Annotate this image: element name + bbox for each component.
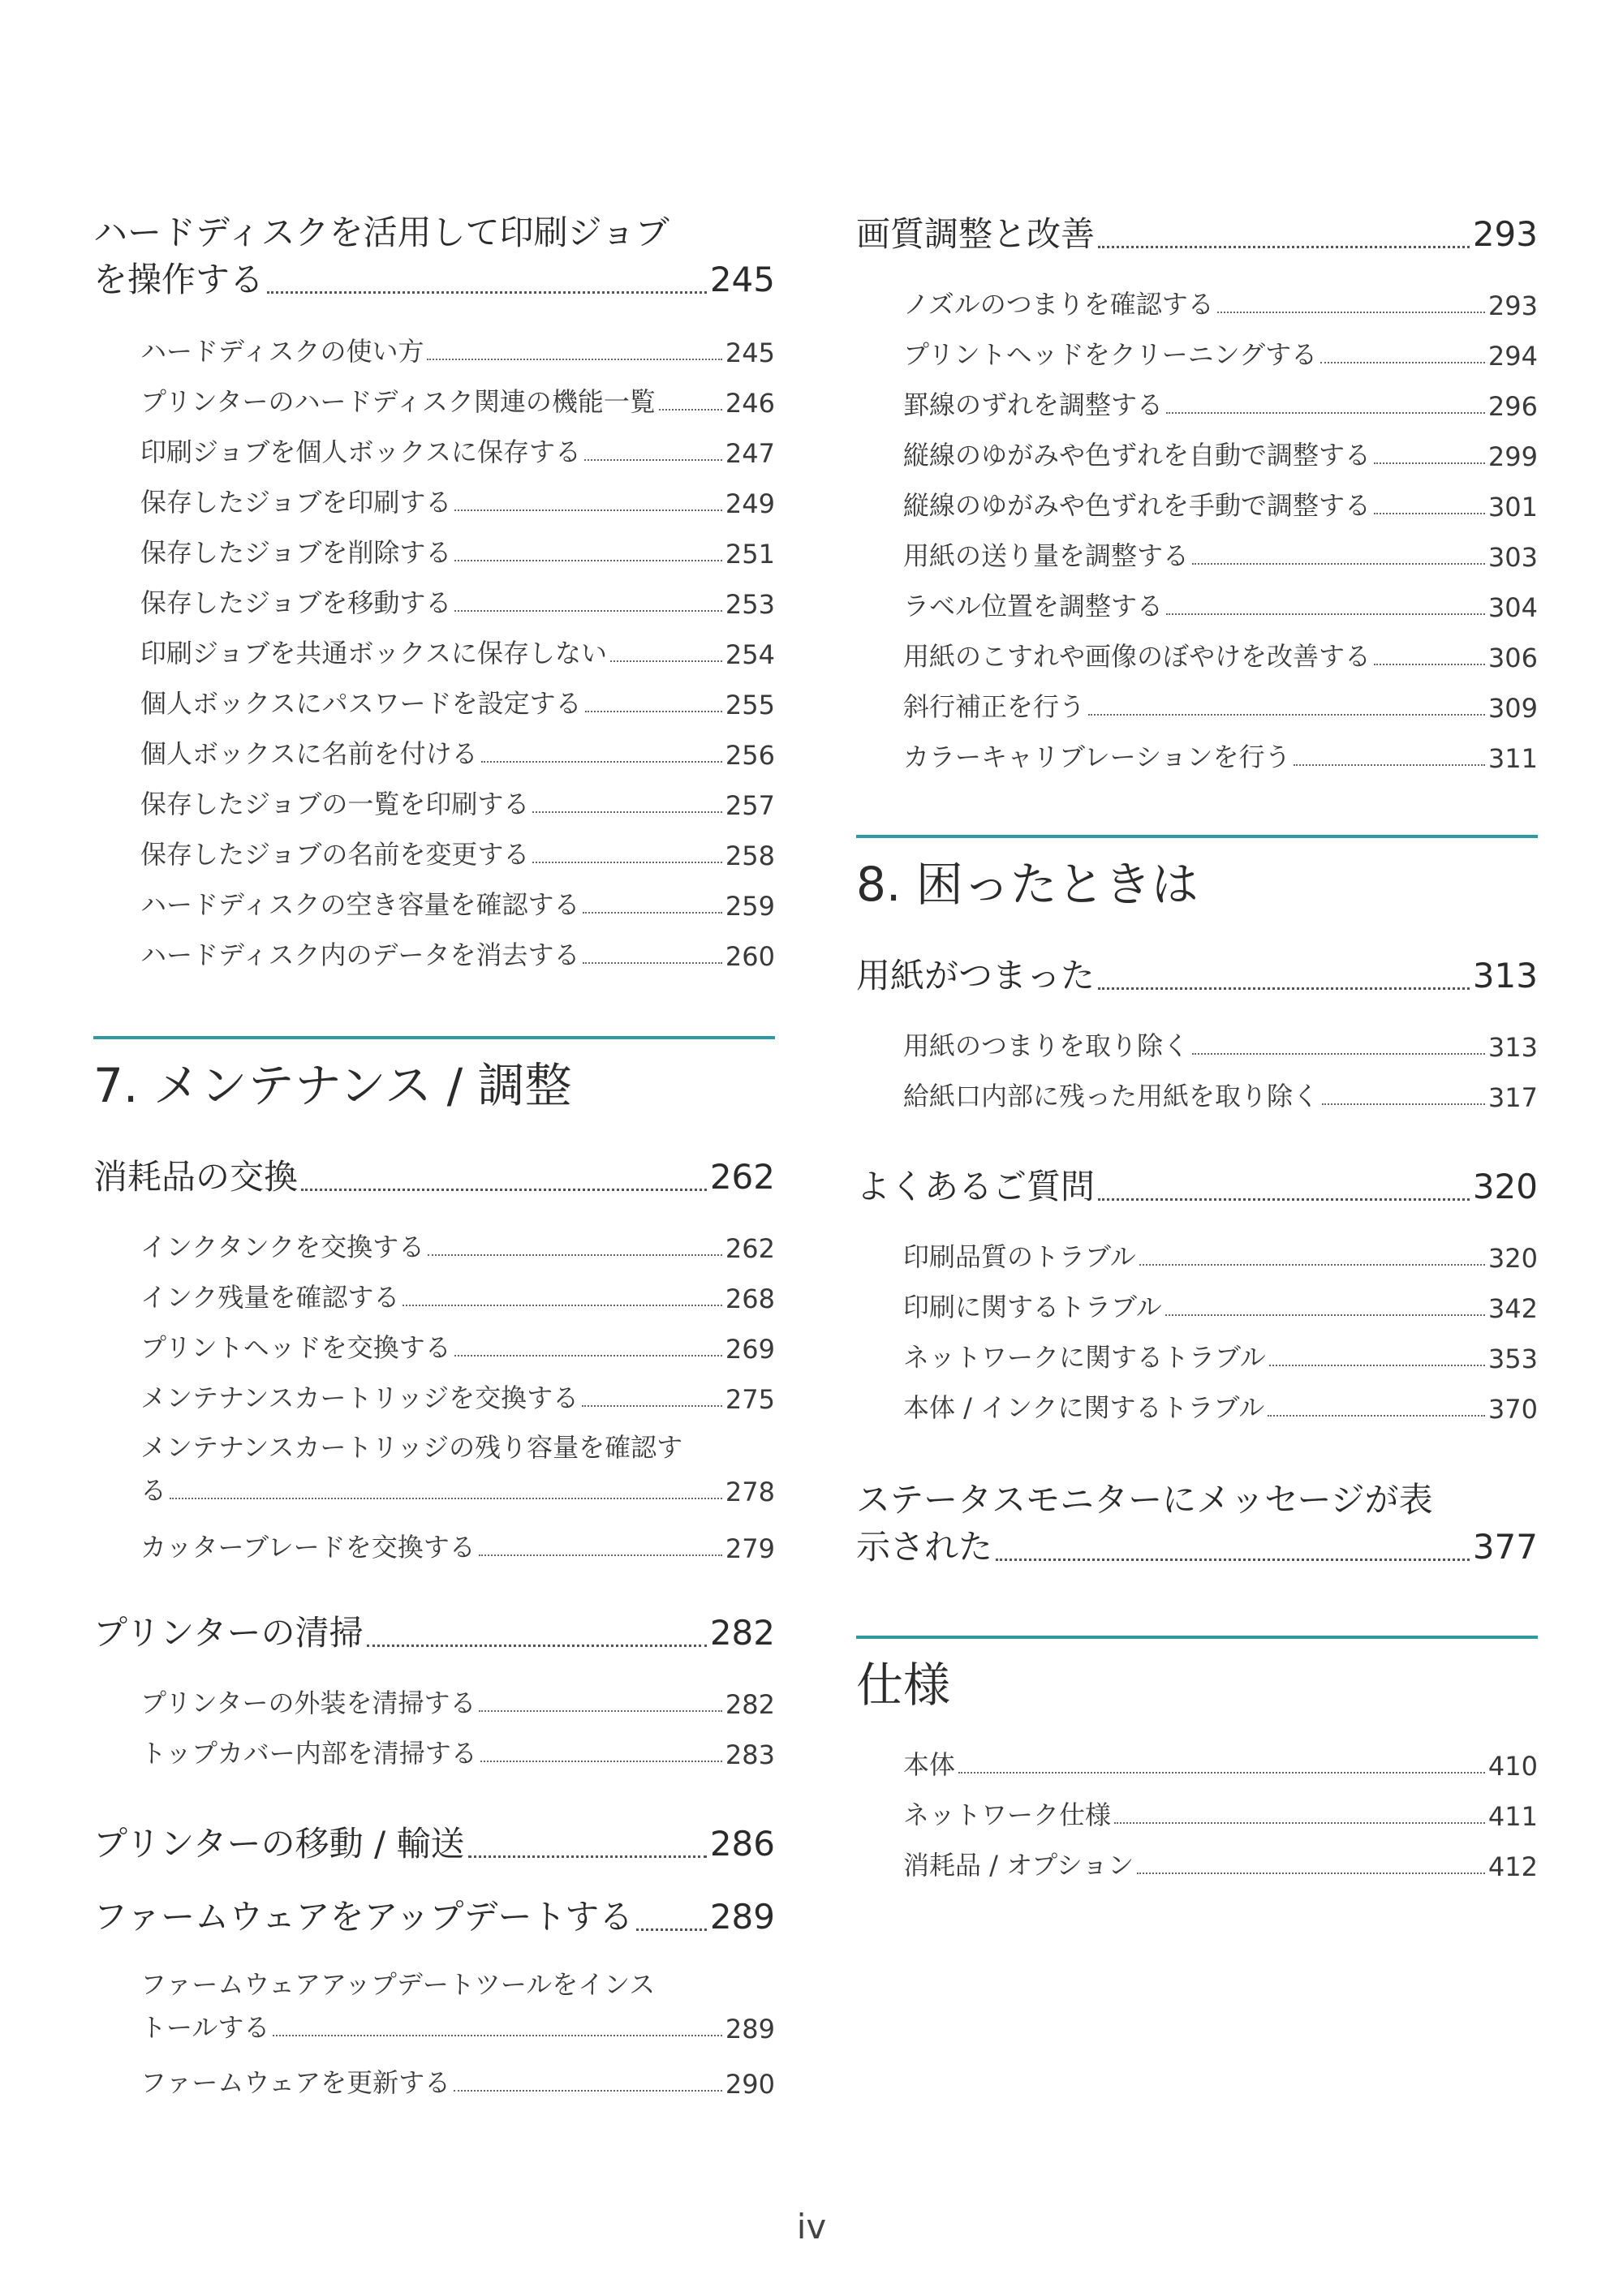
leader-dots (1374, 462, 1485, 464)
toc-item[interactable] (140, 1327, 775, 1365)
leader-dots (454, 1355, 722, 1357)
toc-item-label: 保存したジョブを移動する (140, 587, 452, 618)
toc-page-number: 262 (709, 1157, 775, 1197)
toc-item-label: 罫線のずれを調整する (903, 389, 1164, 420)
toc-item[interactable] (903, 636, 1538, 673)
leader-dots (1294, 764, 1484, 766)
toc-page-number: 320 (1487, 1243, 1538, 1274)
toc-section-title-line2: 示された (856, 1527, 993, 1567)
toc-page-number: 293 (1472, 214, 1538, 254)
toc-item-label: 用紙のこすれや画像のぼやけを改善する (903, 641, 1371, 672)
toc-page-number: 313 (1487, 1032, 1538, 1063)
leader-dots (1217, 312, 1485, 313)
leader-dots (584, 459, 722, 461)
toc-item[interactable] (140, 683, 775, 720)
leader-dots (267, 291, 707, 294)
toc-page-number: 311 (1487, 743, 1538, 774)
leader-dots (1139, 1264, 1485, 1266)
toc-item[interactable] (140, 834, 775, 871)
leader-dots (367, 1645, 707, 1647)
leader-dots (454, 560, 722, 561)
toc-item-label: 本体 / インクに関するトラブル (903, 1392, 1265, 1423)
toc-page-number: 255 (725, 690, 775, 720)
toc-section-status-monitor[interactable] (856, 1477, 1538, 1571)
toc-section-title-line1: ハードディスクを活用して印刷ジョブ (93, 213, 669, 252)
toc-page-number: 377 (1472, 1527, 1538, 1567)
toc-item-label-line1: メンテナンスカートリッジの残り容量を確認す (140, 1432, 683, 1463)
toc-item[interactable] (140, 2062, 775, 2100)
chapter-8-heading[interactable]: 8. 困ったときは (856, 857, 1199, 912)
toc-item-label: ハードディスクの空き容量を確認する (140, 889, 580, 920)
toc-item[interactable] (140, 381, 775, 419)
toc-page-number: 289 (725, 2014, 775, 2044)
toc-page-number: 286 (709, 1824, 775, 1864)
chapter-divider (856, 835, 1538, 838)
toc-section-quality[interactable] (856, 211, 1538, 258)
toc-item-label: ネットワークに関するトラブル (903, 1342, 1266, 1373)
toc-section-jam[interactable] (856, 952, 1538, 1000)
toc-item-label: 印刷ジョブを共通ボックスに保存しない (140, 638, 608, 669)
leader-dots (532, 862, 722, 863)
leader-dots (480, 1761, 722, 1762)
toc-page-number: 290 (725, 2069, 775, 2100)
toc-page-number: 293 (1487, 290, 1538, 321)
toc-page-number: 306 (1487, 643, 1538, 673)
leader-dots (1166, 613, 1485, 615)
toc-page-number: 317 (1487, 1082, 1538, 1113)
leader-dots (273, 2035, 722, 2036)
leader-dots (1088, 714, 1485, 716)
leader-dots (454, 610, 722, 612)
toc-page-number: 254 (725, 639, 775, 670)
toc-item-label: プリントヘッドをクリーニングする (903, 339, 1318, 370)
leader-dots (170, 1498, 722, 1499)
toc-item-label: 印刷に関するトラブル (903, 1292, 1162, 1322)
toc-section-title: プリンターの移動 / 輸送 (93, 1824, 465, 1864)
toc-section-hdd[interactable] (93, 209, 775, 303)
toc-section-title: 用紙がつまった (856, 956, 1096, 995)
toc-item-label: ラベル位置を調整する (903, 591, 1164, 621)
toc-item[interactable] (140, 1733, 775, 1770)
toc-section-faq[interactable] (856, 1163, 1538, 1210)
chapter-divider (856, 1636, 1538, 1639)
toc-item[interactable] (140, 1378, 775, 1415)
toc-item[interactable] (903, 535, 1538, 573)
toc-item-label: 消耗品 / オプション (903, 1850, 1134, 1881)
toc-page-number: 247 (725, 438, 775, 469)
toc-page-number: 262 (725, 1233, 775, 1264)
toc-item[interactable] (903, 385, 1538, 422)
spec-chapter-heading[interactable]: 仕様 (856, 1658, 951, 1713)
toc-item[interactable] (140, 633, 775, 670)
toc-item-label: ノズルのつまりを確認する (903, 289, 1214, 320)
toc-item-label: プリンターの外装を清掃する (140, 1688, 476, 1718)
toc-page-number: 251 (725, 539, 775, 570)
toc-page-number: 275 (725, 1384, 775, 1415)
toc-item-label: 縦線のゆがみや色ずれを自動で調整する (903, 440, 1371, 471)
leader-dots (1114, 1822, 1485, 1824)
leader-dots (1374, 664, 1485, 665)
toc-page-number: 259 (725, 891, 775, 922)
toc-section-moving[interactable] (93, 1821, 775, 1868)
toc-item-label: 用紙のつまりを取り除く (903, 1030, 1190, 1061)
leader-dots (1192, 1053, 1485, 1055)
leader-dots (427, 359, 721, 360)
toc-item-label: 保存したジョブの一覧を印刷する (140, 789, 530, 819)
toc-page-number: 309 (1487, 693, 1538, 724)
leader-dots (1268, 1415, 1485, 1417)
leader-dots (1374, 513, 1485, 514)
toc-item-label-line2: る (140, 1475, 167, 1506)
toc-item[interactable] (903, 1744, 1538, 1782)
toc-item[interactable] (903, 586, 1538, 623)
toc-section-cleaning[interactable] (93, 1610, 775, 1657)
toc-page-number: 268 (725, 1283, 775, 1314)
toc-item[interactable] (140, 432, 775, 469)
toc-item-label: 縦線のゆがみや色ずれを手動で調整する (903, 490, 1371, 521)
toc-item[interactable] (903, 1236, 1538, 1274)
toc-item-label: ネットワーク仕様 (903, 1799, 1112, 1830)
toc-page-number: 294 (1487, 341, 1538, 372)
toc-item-label: ハードディスク内のデータを消去する (140, 939, 580, 970)
toc-item-label-line2: トールする (140, 2012, 270, 2043)
toc-page-number: 258 (725, 841, 775, 871)
leader-dots (1269, 1365, 1485, 1366)
toc-section-title: プリンターの清掃 (93, 1613, 364, 1653)
toc-page-number: 304 (1487, 592, 1538, 623)
leader-dots (610, 660, 722, 662)
toc-item[interactable] (903, 284, 1538, 321)
toc-item-label: プリントヘッドを交換する (140, 1332, 451, 1363)
toc-item-label: カッターブレードを交換する (140, 1532, 476, 1563)
toc-item[interactable] (903, 686, 1538, 724)
page-number-footer: iv (796, 2207, 827, 2247)
toc-page-number: 410 (1487, 1751, 1538, 1782)
leader-dots (468, 1855, 707, 1858)
toc-section-title-line1: ステータスモニターにメッセージが表 (856, 1480, 1433, 1520)
leader-dots (583, 912, 721, 914)
toc-item[interactable] (903, 1337, 1538, 1374)
toc-page-number: 411 (1487, 1801, 1538, 1832)
toc-section-title: よくあるご質問 (856, 1167, 1096, 1206)
toc-item-label-line1: ファームウェアアップデートツールをインス (140, 1969, 656, 2000)
toc-page-number: 256 (725, 740, 775, 771)
leader-dots (1322, 1103, 1485, 1105)
toc-page-number: 245 (725, 338, 775, 368)
toc-item[interactable] (140, 733, 775, 771)
toc-page-number: 303 (1487, 542, 1538, 573)
leader-dots (301, 1189, 707, 1191)
toc-item-label: インク残量を確認する (140, 1282, 400, 1313)
toc-item[interactable] (903, 737, 1538, 774)
toc-item[interactable] (140, 1227, 775, 1264)
leader-dots (659, 409, 722, 411)
toc-item[interactable] (903, 1076, 1538, 1113)
toc-item[interactable] (903, 334, 1538, 372)
toc-page-number: 412 (1487, 1851, 1538, 1882)
toc-item[interactable] (903, 1287, 1538, 1324)
toc-item-label: 保存したジョブの名前を変更する (140, 839, 530, 870)
toc-page-number: 313 (1472, 956, 1538, 995)
toc-item-label: ファームウェアを更新する (140, 2067, 451, 2098)
toc-page-number: 289 (709, 1897, 775, 1937)
toc-item-label: 印刷ジョブを個人ボックスに保存する (140, 436, 582, 467)
toc-item[interactable] (140, 784, 775, 821)
toc-item[interactable] (140, 1527, 775, 1564)
toc-item[interactable] (140, 583, 775, 620)
toc-page-number: 245 (709, 260, 775, 299)
leader-dots (532, 811, 722, 813)
leader-dots (996, 1559, 1470, 1561)
toc-page-number: 253 (725, 589, 775, 620)
leader-dots (1192, 563, 1485, 565)
leader-dots (479, 1710, 721, 1712)
toc-item[interactable] (140, 884, 775, 922)
leader-dots (454, 510, 722, 511)
toc-item[interactable] (140, 935, 775, 972)
toc-section-firmware[interactable] (93, 1894, 775, 1941)
toc-page-number: 260 (725, 941, 775, 972)
toc-item-fw-tool[interactable] (140, 1962, 775, 2044)
leader-dots (1098, 987, 1470, 990)
toc-item-label: 斜行補正を行う (903, 691, 1086, 722)
toc-page-number: 246 (725, 388, 775, 419)
leader-dots (428, 1254, 722, 1256)
leader-dots (636, 1928, 707, 1931)
toc-item-label: 用紙の送り量を調整する (903, 540, 1190, 571)
toc-item[interactable] (903, 1387, 1538, 1425)
toc-item[interactable] (903, 1845, 1538, 1882)
toc-item-label: 個人ボックスにパスワードを設定する (140, 688, 582, 719)
toc-item-label: 保存したジョブを印刷する (140, 487, 452, 518)
leader-dots (583, 962, 721, 964)
leader-dots (479, 1554, 722, 1556)
toc-section-title: ファームウェアをアップデートする (93, 1897, 634, 1937)
toc-page-number: 282 (725, 1689, 775, 1720)
leader-dots (1098, 246, 1470, 248)
leader-dots (585, 711, 722, 712)
toc-page-number: 282 (709, 1613, 775, 1653)
toc-item-label: インクタンクを交換する (140, 1232, 425, 1262)
chapter-7-heading[interactable]: 7. メンテナンス / 調整 (93, 1058, 572, 1113)
toc-section-consumables[interactable] (93, 1154, 775, 1201)
toc-page-number: 370 (1487, 1394, 1538, 1425)
toc-item[interactable] (903, 485, 1538, 522)
toc-item-label: カラーキャリブレーションを行う (903, 742, 1291, 772)
toc-item[interactable] (140, 482, 775, 519)
toc-page-number: 269 (725, 1334, 775, 1365)
leader-dots (1098, 1198, 1470, 1201)
toc-page-number: 283 (725, 1739, 775, 1770)
toc-page-number: 279 (725, 1533, 775, 1564)
toc-section-title: 消耗品の交換 (93, 1157, 299, 1197)
leader-dots (1137, 1872, 1485, 1874)
leader-dots (481, 761, 722, 763)
toc-page-number: 278 (725, 1477, 775, 1507)
toc-item[interactable] (903, 1795, 1538, 1832)
toc-item[interactable] (140, 1277, 775, 1314)
toc-page-number: 299 (1487, 441, 1538, 472)
toc-item[interactable] (140, 532, 775, 570)
leader-dots (403, 1305, 722, 1306)
toc-item-maint-remaining[interactable] (140, 1425, 775, 1507)
toc-page-number: 249 (725, 488, 775, 519)
chapter-divider (93, 1036, 775, 1039)
toc-page-number: 296 (1487, 391, 1538, 422)
leader-dots (958, 1772, 1485, 1774)
toc-item-label: 本体 (903, 1749, 956, 1780)
toc-item[interactable] (140, 1683, 775, 1720)
toc-item-label: メンテナンスカートリッジを交換する (140, 1382, 579, 1413)
toc-item-label: 印刷品質のトラブル (903, 1241, 1136, 1272)
toc-section-title-line2: を操作する (93, 260, 265, 299)
leader-dots (582, 1405, 722, 1407)
toc-section-title: 画質調整と改善 (856, 214, 1096, 254)
toc-item-label: トップカバー内部を清掃する (140, 1738, 477, 1769)
leader-dots (454, 2090, 722, 2092)
toc-item-label: プリンターのハードディスク関連の機能一覧 (140, 386, 656, 417)
leader-dots (1165, 1314, 1485, 1316)
toc-item[interactable] (903, 1025, 1538, 1063)
toc-item-label: ハードディスクの使い方 (140, 336, 424, 367)
leader-dots (1166, 412, 1485, 414)
toc-page-number: 320 (1472, 1167, 1538, 1206)
toc-item-label: 保存したジョブを削除する (140, 537, 452, 568)
leader-dots (1320, 362, 1485, 363)
toc-page-number: 257 (725, 790, 775, 821)
toc-item[interactable] (140, 331, 775, 368)
toc-page-number: 353 (1487, 1344, 1538, 1374)
toc-page-number: 342 (1487, 1293, 1538, 1324)
toc-page-number: 301 (1487, 492, 1538, 522)
toc-item[interactable] (903, 435, 1538, 472)
toc-item-label: 給紙口内部に残った用紙を取り除く (903, 1081, 1319, 1111)
toc-item-label: 個人ボックスに名前を付ける (140, 738, 478, 769)
